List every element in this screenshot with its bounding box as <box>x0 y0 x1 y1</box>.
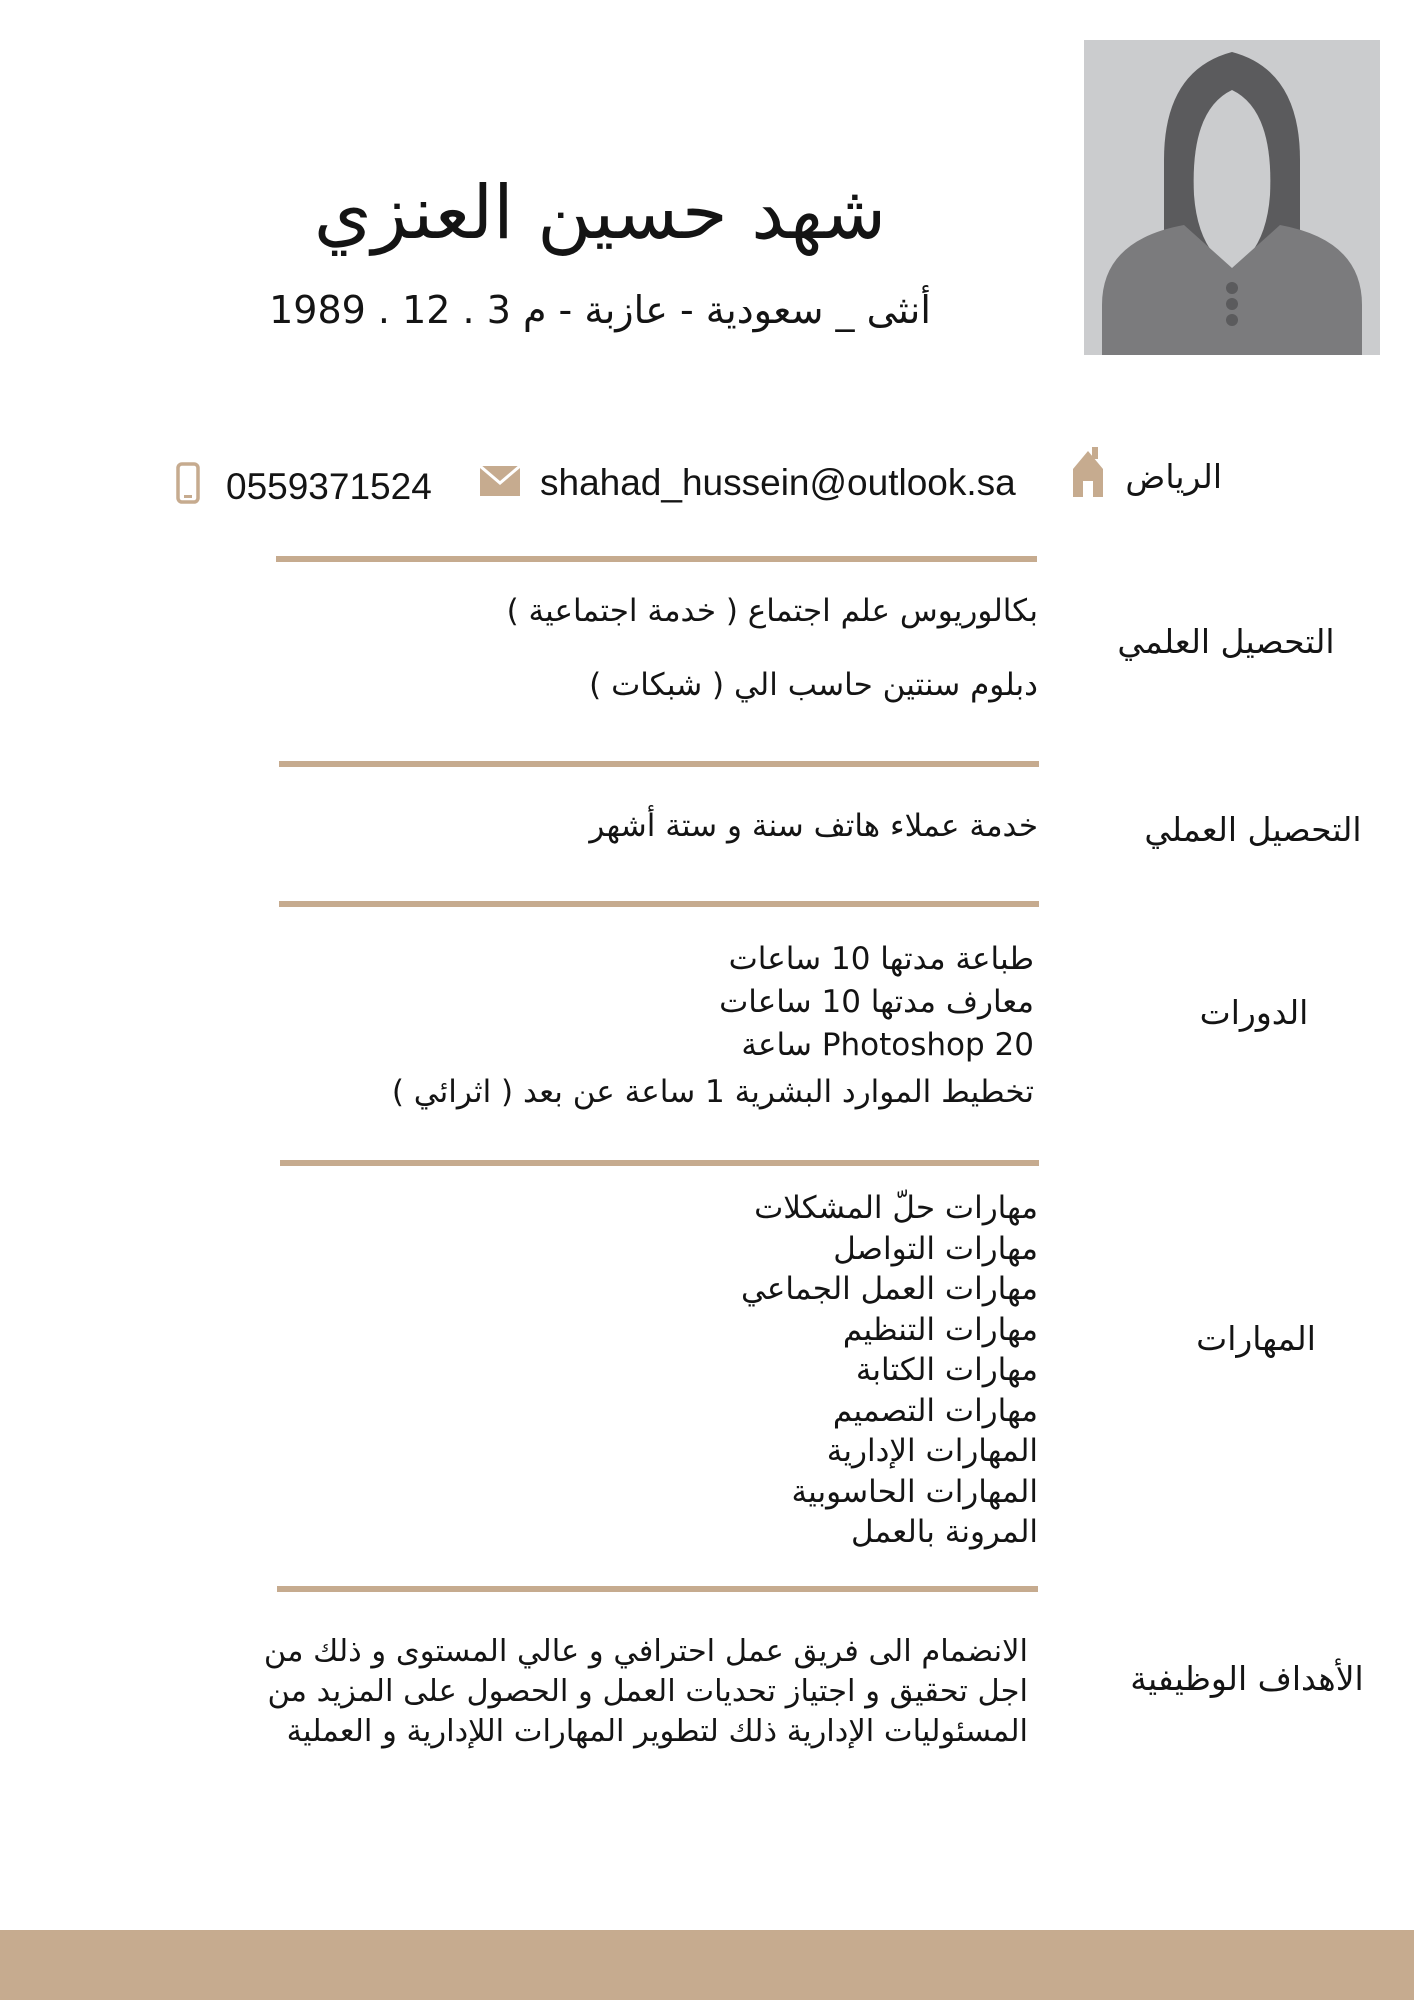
list-item: مهارات التواصل <box>833 1230 1038 1267</box>
phone-number[interactable]: 0559371524 <box>226 466 432 507</box>
list-item: المهارات الحاسوبية <box>791 1473 1038 1510</box>
list-item: مهارات الكتابة <box>855 1352 1038 1388</box>
list-item: المهارات الإدارية <box>826 1433 1038 1469</box>
goals-line: اجل تحقيق و اجتياز تحديات العمل و الحصول على المزيد من <box>267 1674 1028 1709</box>
profile-photo <box>1084 40 1380 355</box>
section-title-goals: الأهداف الوظيفية <box>1130 1659 1364 1698</box>
section-title-skills: المهارات <box>1196 1319 1316 1358</box>
goals-line: الانضمام الى فريق عمل احترافي و عالي المستوى و ذلك من <box>263 1634 1028 1669</box>
list-item: دبلوم سنتين حاسب الي ( شبكات ) <box>589 667 1038 703</box>
courses-list <box>392 938 1034 1117</box>
list-item: معارف مدتها 10 ساعات <box>719 984 1034 1020</box>
list-item: بكالوريوس علم اجتماع ( خدمة اجتماعية ) <box>506 593 1038 629</box>
city-text: الرياض <box>1125 457 1222 496</box>
full-name: شهد حسين العنزي <box>313 170 887 256</box>
list-item: خدمة عملاء هاتف سنة و ستة أشهر <box>589 808 1038 844</box>
female-avatar-icon <box>1084 40 1380 355</box>
divider <box>280 1160 1039 1166</box>
mail-icon <box>480 466 520 500</box>
list-item: مهارات التنظيم <box>842 1311 1038 1348</box>
home-icon <box>1070 445 1106 505</box>
email-link[interactable]: shahad_hussein@outlook.sa <box>540 462 1016 503</box>
skills-list <box>741 1188 1038 1553</box>
divider <box>279 761 1039 767</box>
divider <box>276 556 1037 562</box>
list-item: مهارات العمل الجماعي <box>741 1271 1038 1307</box>
experience-list <box>589 802 1038 850</box>
list-item: مهارات حلّ المشكلات <box>754 1190 1038 1226</box>
education-list <box>507 587 1038 709</box>
list-item: مهارات التصميم <box>832 1392 1038 1429</box>
divider <box>277 1586 1038 1592</box>
phone-icon <box>176 462 200 508</box>
footer-band <box>0 1930 1414 2000</box>
list-item: المرونة بالعمل <box>850 1514 1038 1550</box>
section-title-experience: التحصيل العملي <box>1144 810 1362 849</box>
personal-info: أنثى _ سعودية - عازبة - م 3 . 12 . 1989 <box>269 288 931 332</box>
divider <box>279 901 1039 907</box>
list-item: طباعة مدتها 10 ساعات <box>728 941 1034 977</box>
list-item: تخطيط الموارد البشرية 1 ساعة عن بعد ( اثرائي ) <box>391 1074 1034 1110</box>
list-item: Photoshop 20 ساعة <box>741 1027 1034 1063</box>
section-title-education: التحصيل العلمي <box>1117 622 1335 661</box>
section-title-courses: الدورات <box>1199 993 1309 1032</box>
goals-line: المسئوليات الإدارية ذلك لتطوير المهارات اللإدارية و العملية <box>286 1714 1028 1749</box>
goals-text <box>264 1632 1028 1752</box>
